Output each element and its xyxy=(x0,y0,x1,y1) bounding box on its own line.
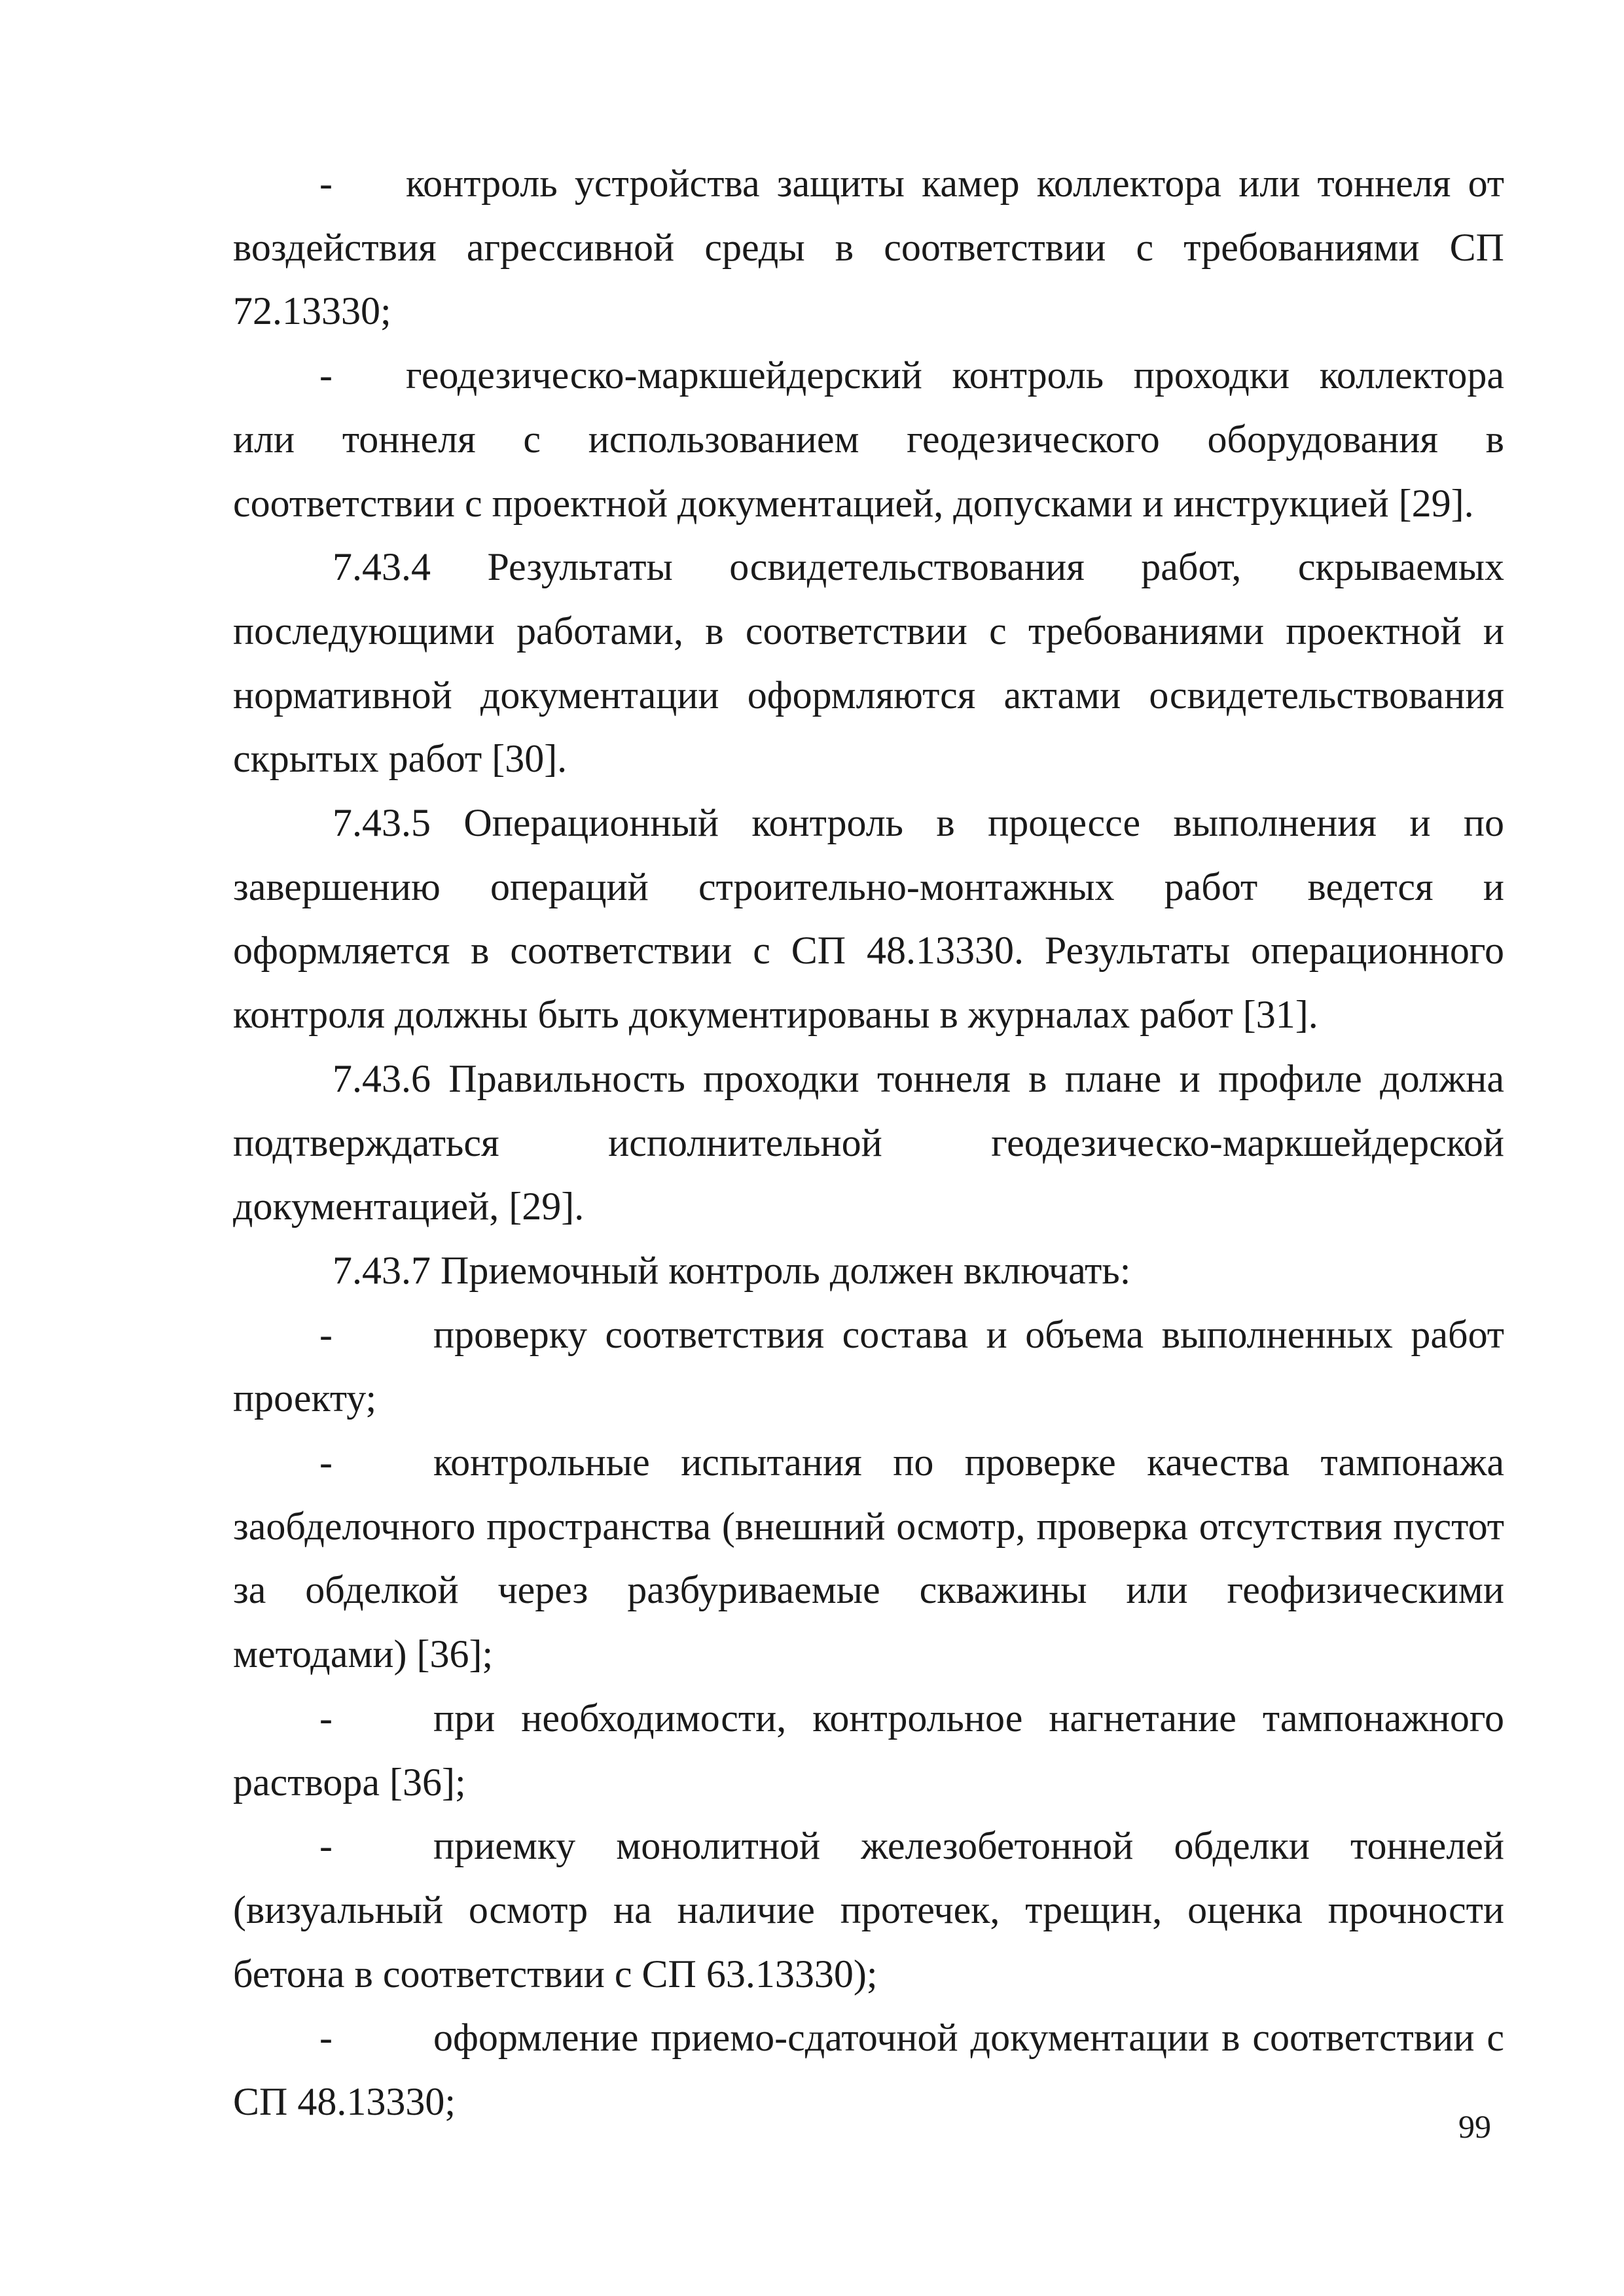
paragraph-7-43-7: 7.43.7 Приемочный контроль должен включать: xyxy=(333,1248,1131,1292)
dash-marker: - xyxy=(319,1824,333,1868)
list-item xyxy=(233,1431,1504,1687)
paragraph-7-43-5: 7.43.5 Операционный контроль в процессе выполнения и по завершению операций строительно-монтажных работ ведется и оформляется в соответствии с СП 48.13330. Результаты операционного контроля должны быть документированы в журналах работ [31]. xyxy=(233,801,1504,1037)
dash-marker: - xyxy=(319,1312,333,1356)
dash-marker: - xyxy=(319,1441,333,1484)
page-number: 99 xyxy=(1458,2108,1491,2145)
dash-marker: - xyxy=(319,2016,333,2060)
paragraph-7-43-6: 7.43.6 Правильность проходки тоннеля в плане и профиле должна подтверждаться исполнительной геодезическо-маркшейдерской документацией, [29]. xyxy=(233,1056,1504,1229)
list-item-text: контрольные испытания по проверке качества тампонажа заобделочного пространства (внешний осмотр, проверка отсутствия пустот за обделкой через разбуриваемые скважины или геофизическими методами) [36]; xyxy=(233,1441,1504,1676)
list-item-text: контроль устройства защиты камер коллектора или тоннеля от воздействия агрессивной среды в соответствии с требованиями СП 72.13330; xyxy=(233,162,1504,333)
paragraph-7-43-4: 7.43.4 Результаты освидетельствования работ, скрываемых последующими работами, в соответствии с требованиями проектной и нормативной документации оформляются актами освидетельствования скрытых работ [30]. xyxy=(233,545,1504,781)
dash-marker: - xyxy=(319,1696,333,1740)
dash-marker: - xyxy=(319,162,333,205)
list-item-text: геодезическо-маркшейдерский контроль проходки коллектора или тоннеля с использованием геодезического оборудования в соответствии с проектной документацией, допусками и инструкцией [29]. xyxy=(233,353,1504,525)
list-item xyxy=(233,1814,1504,2006)
list-item xyxy=(233,2006,1504,2134)
list-item-text: при необходимости, контрольное нагнетание тампонажного раствора [36]; xyxy=(233,1696,1504,1804)
list-item-text: проверку соответствия состава и объема выполненных работ проекту; xyxy=(233,1312,1504,1420)
list-item xyxy=(233,1303,1504,1431)
list-item-text: приемку монолитной железобетонной обделки тоннелей (визуальный осмотр на наличие протечек, трещин, оценка прочности бетона в соответствии с СП 63.13330); xyxy=(233,1824,1504,1996)
list-item-text: оформление приемо-сдаточной документации в соответствии с СП 48.13330; xyxy=(233,2016,1504,2124)
list-item xyxy=(233,1687,1504,1814)
list-item xyxy=(233,152,1504,344)
page-body xyxy=(233,152,1504,2134)
dash-marker: - xyxy=(319,353,333,397)
list-item xyxy=(233,344,1504,535)
